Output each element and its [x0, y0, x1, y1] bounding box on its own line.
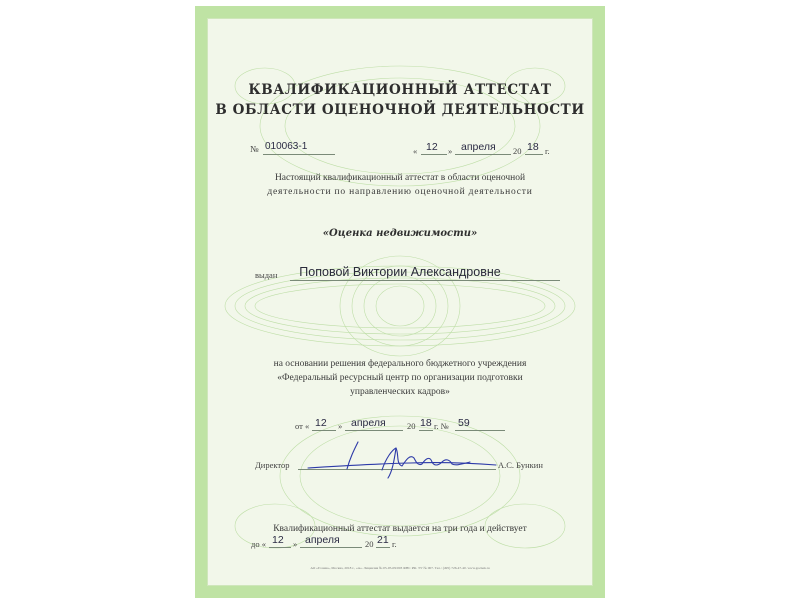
basis-line-1: на основании решения федерального бюджетного учреждения [273, 359, 527, 369]
issue-date-day-line [421, 154, 447, 155]
number-label: № [250, 144, 259, 154]
decision-year-prefix: 20 [407, 421, 416, 431]
issue-date-year-line [525, 154, 543, 155]
decision-month-line [345, 430, 403, 431]
issue-date-open-quote: « [413, 146, 418, 156]
decision-close-quote: » [338, 421, 343, 431]
decision-number-line [455, 430, 505, 431]
director-signature [300, 436, 500, 480]
title-line-2: В ОБЛАСТИ ОЦЕНОЧНОЙ ДЕЯТЕЛЬНОСТИ [215, 102, 585, 118]
director-name: А.С. Бункин [498, 460, 543, 470]
decision-month: апреля [351, 417, 386, 429]
issue-date-suffix: г. [545, 146, 550, 156]
valid-until-year-prefix: 20 [365, 539, 374, 549]
number-line [263, 154, 335, 155]
certificate-sheet [195, 6, 605, 598]
decision-suffix: г. № [434, 421, 449, 431]
issue-date-month: апреля [461, 141, 496, 153]
holder-name-line [290, 280, 560, 281]
decision-day: 12 [315, 417, 327, 429]
issue-date-year-prefix: 20 [513, 146, 522, 156]
valid-until-close-quote: » [293, 539, 298, 549]
decision-day-line [312, 430, 336, 431]
issue-date-close-quote: » [448, 146, 453, 156]
decision-from-label: от « [295, 421, 310, 431]
valid-until-day: 12 [272, 534, 284, 546]
valid-until-prefix: до « [251, 539, 266, 549]
holder-name: Поповой Виктории Александровне [299, 265, 501, 279]
valid-until-year-line [376, 547, 390, 548]
decision-number: 59 [458, 417, 470, 429]
valid-until-suffix: г. [392, 539, 397, 549]
issue-date-month-line [455, 154, 511, 155]
printer-note: АО «Гознак», Москва, 2018 г., «А». Лицензия № 05-05-09/003 ФНС РФ. ТУ № 007. Тел.: (495) 726-47-40. www.goznak.ru [310, 566, 490, 570]
director-label: Директор [255, 460, 290, 470]
intro-line-2: деятельности по направлению оценочной деятельности [267, 187, 533, 197]
issued-label: выдан [255, 270, 278, 280]
valid-until-month-line [300, 547, 362, 548]
valid-until-year: 21 [377, 534, 389, 546]
decision-year: 18 [420, 417, 432, 429]
issue-date-year: 18 [527, 141, 539, 153]
intro-line-1: Настоящий квалификационный аттестат в области оценочной [274, 173, 526, 183]
valid-until-day-line [269, 547, 291, 548]
title-line-1: КВАЛИФИКАЦИОННЫЙ АТТЕСТАТ [248, 82, 552, 98]
specialization: «Оценка недвижимости» [322, 228, 478, 239]
decision-year-line [419, 430, 433, 431]
validity-text: Квалификационный аттестат выдается на три года и действует [273, 524, 527, 534]
certificate-number: 010063-1 [265, 141, 308, 152]
basis-line-3: управленческих кадров» [350, 387, 450, 397]
issue-date-day: 12 [426, 141, 438, 153]
valid-until-month: апреля [305, 534, 340, 546]
basis-line-2: «Федеральный ресурсный центр по организации подготовки [277, 373, 523, 383]
